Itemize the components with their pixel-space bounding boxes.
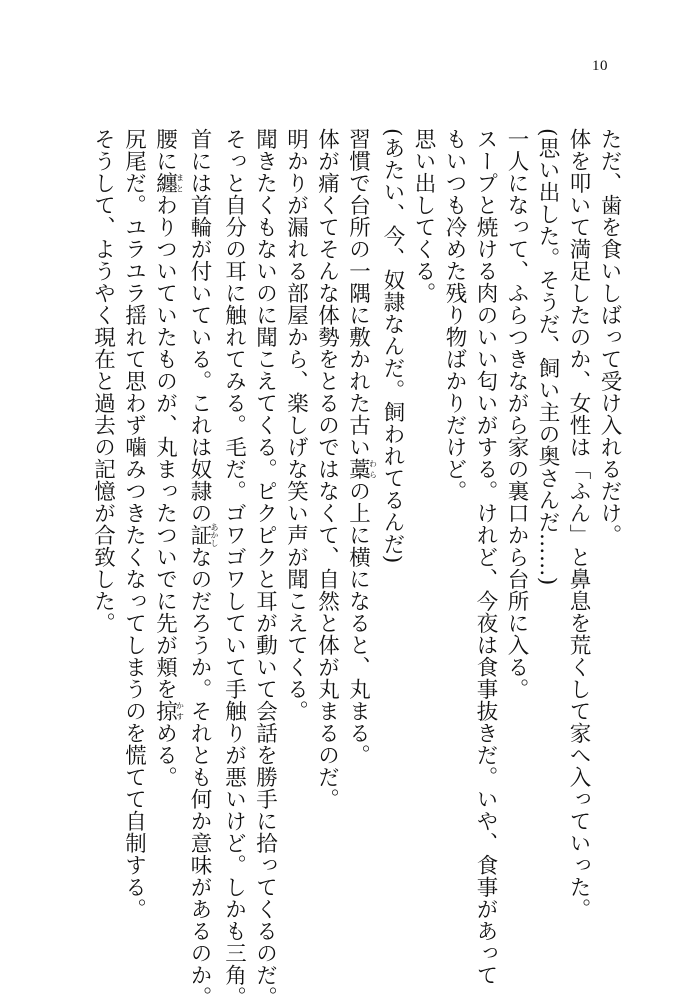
- text-line-6: もいつも冷めた残り物ばかりだけど。: [442, 128, 467, 502]
- vertical-text-block: [88, 128, 626, 1008]
- text-line-14: 首には首輪が付いている。これは奴隷の証あかしなのだろうか。それとも何か意味があるのか。: [187, 128, 219, 1008]
- text-line-1: ただ、歯を食いしばって受け入れるだけ。: [597, 128, 622, 546]
- text-line-17: そうして、ようやく現在と過去の記憶が合致した。: [90, 128, 116, 634]
- furigana-wara: 藁わら: [345, 458, 378, 480]
- text-line-15: 腰に纏まとわりついていたものが、丸まったついでに先が頬を掠かすめる。: [152, 128, 185, 788]
- text-line-10: 体が痛くてそんな体勢をとるのではなくて、自然と体が丸まるのだ。: [314, 128, 340, 810]
- text-line-3: (思い出した。そうだ、飼い主の奥さんだ……): [535, 128, 560, 586]
- text-line-2: 体を叩いて満足したのか、女性は「ふん」と鼻息を荒くして家へ入っていった。: [566, 128, 591, 920]
- text-line-4: 一人になって、ふらつきながら家の裏口から台所に入る。: [504, 128, 529, 700]
- page-number: 10: [592, 58, 608, 74]
- text-line-12: 聞きたくもないのに聞こえてくる。ピクピクと耳が動いて会話を勝手に拾ってくるのだ。: [252, 128, 278, 1008]
- furigana-kasu: 掠かす: [152, 700, 185, 722]
- text-line-8: (あたい、今、奴隷なんだ。飼われてるんだ): [380, 128, 405, 564]
- text-line-9: 習慣で台所の一隅に敷かれた古い藁わらの上に横になると、丸まる。: [345, 128, 378, 766]
- text-line-16: 尻尾だ。ユラユラ揺れて思わず噛みつきたくなってしまうのを慌てて自制する。: [121, 128, 147, 920]
- furigana-matoi: 纏まと: [152, 172, 185, 194]
- furigana-akashi: 証あかし: [187, 523, 219, 547]
- text-line-11: 明かりが漏れる部屋から、楽しげな笑い声が聞こえてくる。: [283, 128, 309, 722]
- text-line-5: スープと焼ける肉のいい匂いがする。けれど、今夜は食事抜きだ。いや、食事があって: [473, 128, 498, 986]
- text-line-7: 思い出してくる。: [411, 128, 436, 304]
- text-line-13: そっと自分の耳に触れてみる。毛だ。ゴワゴワしていて手触りが悪いけど。しかも三角。: [221, 128, 247, 1008]
